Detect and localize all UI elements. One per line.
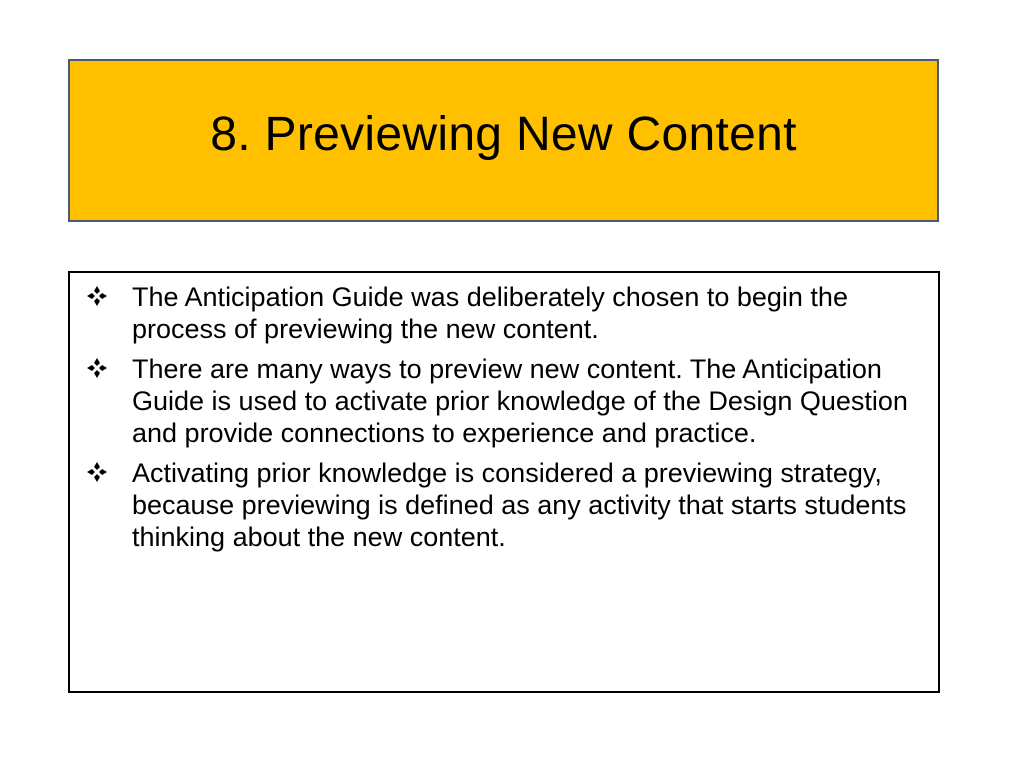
bullet-text: The Anticipation Guide was deliberately chosen to begin the process of previewing the new content. xyxy=(132,282,848,344)
bullet-item xyxy=(82,353,928,449)
title-box xyxy=(68,59,939,222)
diamond-bullet-icon xyxy=(86,285,108,307)
bullet-text: Activating prior knowledge is considered a previewing strategy, because previewing is defined as any activity that starts students thinking about the new content. xyxy=(132,458,907,552)
bullet-item xyxy=(82,281,928,345)
content-box xyxy=(68,271,940,693)
diamond-bullet-icon xyxy=(86,357,108,379)
bullet-item xyxy=(82,457,928,553)
diamond-bullet-icon xyxy=(86,461,108,483)
slide-title: 8. Previewing New Content xyxy=(210,108,797,161)
bullet-list xyxy=(82,281,928,553)
bullet-text: There are many ways to preview new content. The Anticipation Guide is used to activate prior knowledge of the Design Question and provide connections to experience and practice. xyxy=(132,354,908,448)
